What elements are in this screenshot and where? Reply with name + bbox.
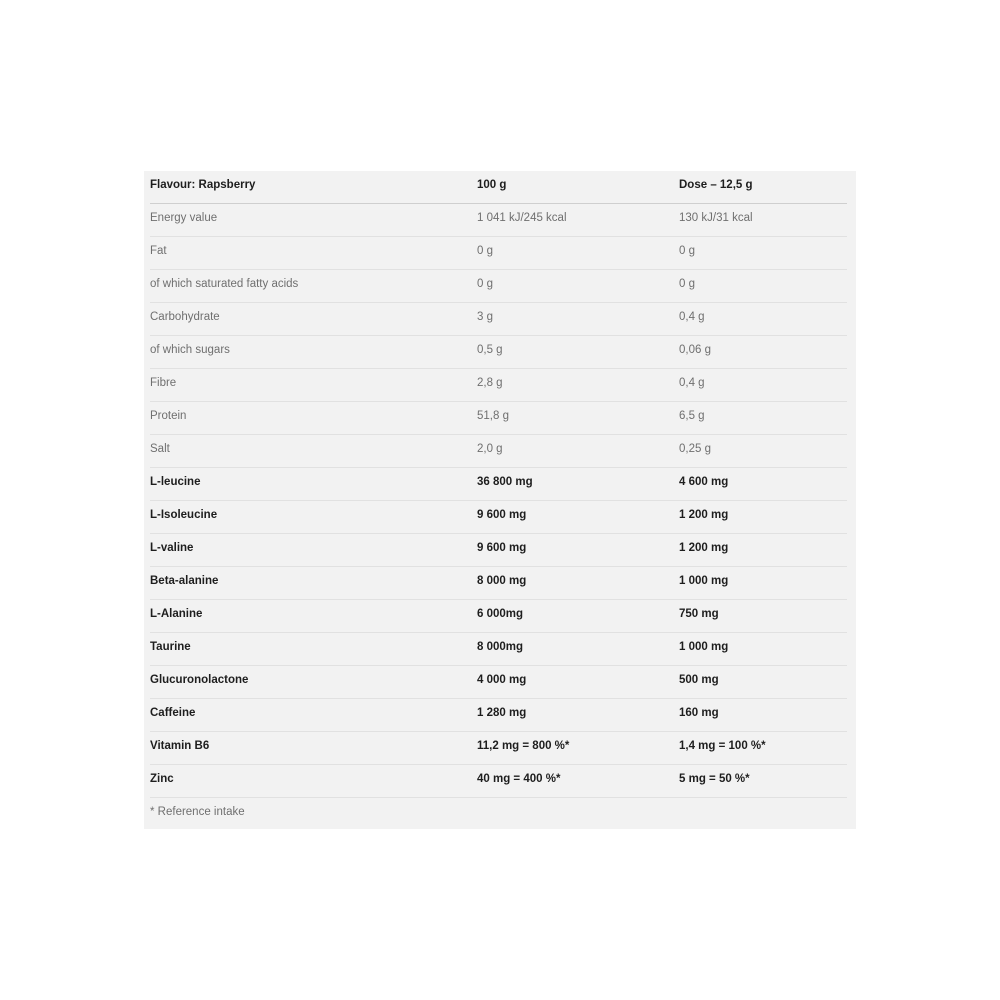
- row-value-per-100g: 2,8 g: [477, 377, 503, 389]
- row-label: Glucuronolactone: [150, 674, 249, 686]
- row-label: Zinc: [150, 773, 174, 785]
- row-value-per-dose: 0,4 g: [679, 377, 705, 389]
- row-label: of which saturated fatty acids: [150, 278, 299, 290]
- row-value-per-100g: 51,8 g: [477, 410, 509, 422]
- table-row: [150, 237, 847, 270]
- table-row: [150, 732, 847, 765]
- table-row: [150, 402, 847, 435]
- footnote-row: [150, 798, 847, 831]
- row-label: L-Alanine: [150, 608, 203, 620]
- row-label: Energy value: [150, 212, 218, 224]
- row-value-per-dose: 0,06 g: [679, 344, 711, 356]
- row-value-per-100g: 1 041 kJ/245 kcal: [477, 212, 567, 224]
- row-value-per-100g: 8 000mg: [477, 641, 524, 653]
- table-row: [150, 534, 847, 567]
- row-value-per-dose: 1 000 mg: [679, 641, 729, 653]
- row-value-per-100g: 1 280 mg: [477, 707, 527, 719]
- row-value-per-dose: 0,25 g: [679, 443, 711, 455]
- row-label: L-leucine: [150, 476, 201, 488]
- row-value-per-dose: 5 mg = 50 %*: [679, 773, 750, 785]
- header-per-dose: Dose – 12,5 g: [679, 179, 753, 191]
- table-row: [150, 633, 847, 666]
- table-row: [150, 369, 847, 402]
- row-value-per-dose: 1 200 mg: [679, 542, 729, 554]
- row-value-per-100g: 6 000mg: [477, 608, 524, 620]
- row-value-per-100g: 9 600 mg: [477, 509, 527, 521]
- row-value-per-dose: 0 g: [679, 278, 695, 290]
- row-value-per-dose: 6,5 g: [679, 410, 705, 422]
- row-value-per-dose: 0,4 g: [679, 311, 705, 323]
- table-row: [150, 567, 847, 600]
- header-per-100g: 100 g: [477, 179, 507, 191]
- nutrition-table: [144, 171, 856, 829]
- header-flavour-label: Flavour: Rapsberry: [150, 179, 256, 191]
- row-label: Fibre: [150, 377, 177, 389]
- row-value-per-100g: 0,5 g: [477, 344, 503, 356]
- row-value-per-100g: 8 000 mg: [477, 575, 527, 587]
- row-value-per-100g: 40 mg = 400 %*: [477, 773, 561, 785]
- row-value-per-100g: 2,0 g: [477, 443, 503, 455]
- row-label: Salt: [150, 443, 170, 455]
- row-value-per-100g: 3 g: [477, 311, 493, 323]
- row-label: Fat: [150, 245, 167, 257]
- row-label: Vitamin B6: [150, 740, 210, 752]
- table-row: [150, 204, 847, 237]
- row-value-per-dose: 750 mg: [679, 608, 719, 620]
- row-value-per-dose: 1 000 mg: [679, 575, 729, 587]
- row-value-per-dose: 130 kJ/31 kcal: [679, 212, 753, 224]
- row-label: of which sugars: [150, 344, 230, 356]
- footnote-text: * Reference intake: [150, 806, 245, 818]
- table-row: [150, 435, 847, 468]
- row-label: Caffeine: [150, 707, 196, 719]
- row-label: Taurine: [150, 641, 191, 653]
- row-value-per-dose: 4 600 mg: [679, 476, 729, 488]
- row-value-per-dose: 1 200 mg: [679, 509, 729, 521]
- row-label: L-valine: [150, 542, 194, 554]
- row-value-per-dose: 160 mg: [679, 707, 719, 719]
- row-value-per-100g: 9 600 mg: [477, 542, 527, 554]
- row-value-per-100g: 0 g: [477, 245, 493, 257]
- row-value-per-100g: 11,2 mg = 800 %*: [477, 740, 570, 752]
- table-header-row: [150, 171, 847, 204]
- row-value-per-100g: 36 800 mg: [477, 476, 533, 488]
- table-row: [150, 600, 847, 633]
- row-value-per-dose: 500 mg: [679, 674, 719, 686]
- table-row: [150, 303, 847, 336]
- row-label: Carbohydrate: [150, 311, 220, 323]
- row-value-per-100g: 0 g: [477, 278, 493, 290]
- table-row: [150, 468, 847, 501]
- table-row: [150, 699, 847, 732]
- row-value-per-dose: 0 g: [679, 245, 695, 257]
- table-row: [150, 270, 847, 303]
- table-row: [150, 765, 847, 798]
- row-label: L-Isoleucine: [150, 509, 218, 521]
- table-row: [150, 501, 847, 534]
- row-value-per-dose: 1,4 mg = 100 %*: [679, 740, 766, 752]
- row-label: Protein: [150, 410, 187, 422]
- table-row: [150, 666, 847, 699]
- table-row: [150, 336, 847, 369]
- row-label: Beta-alanine: [150, 575, 219, 587]
- row-value-per-100g: 4 000 mg: [477, 674, 527, 686]
